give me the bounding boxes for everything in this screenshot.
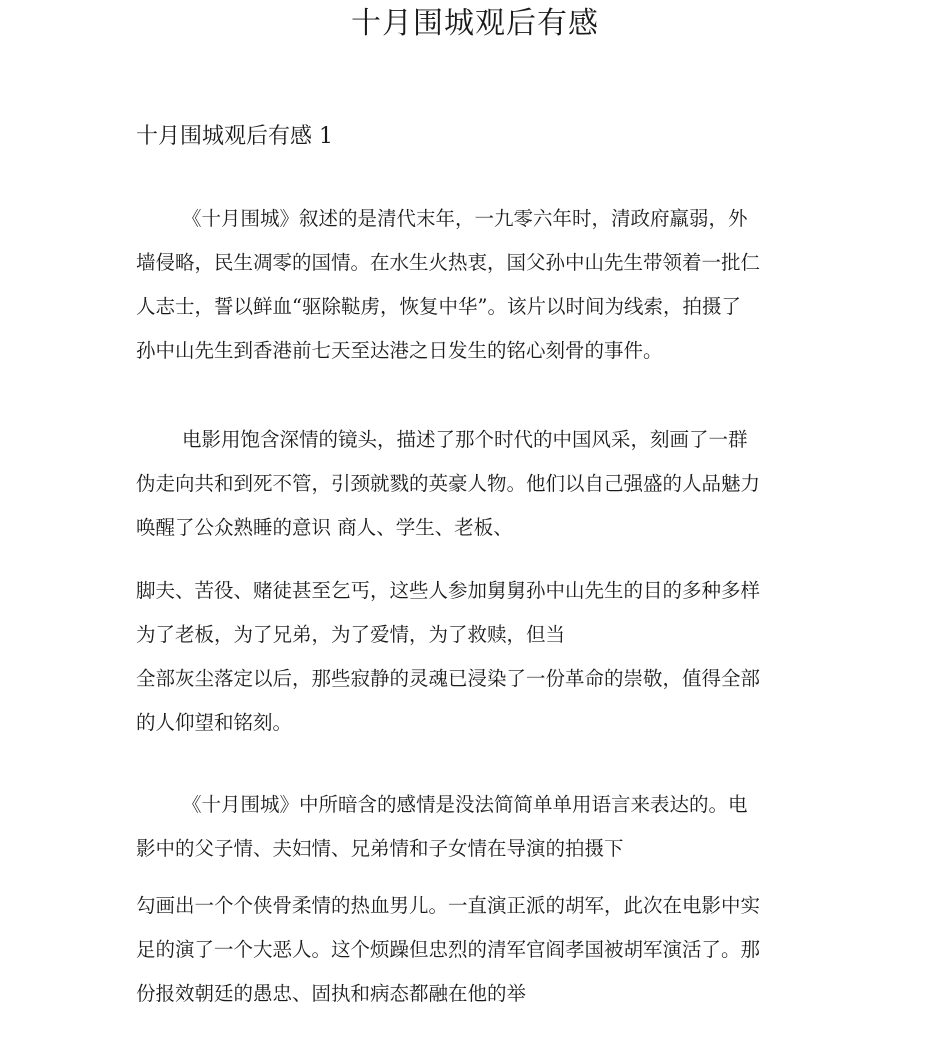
paragraph-line: 墙侵略，民生凋零的国情。在水生火热衷，国父孙中山先生带领着一批仁 [136, 251, 761, 274]
paragraph-line: 勾画出一个个侠骨柔情的热血男儿。一直演正派的胡军，此次在电影中实 [136, 894, 761, 917]
section-heading: 十月围城观后有感 1 [136, 124, 333, 149]
paragraph-line: 人志士，誓以鲜血“驱除鞑虏，恢复中华”。该片以时间为线索，拍摄了 [136, 295, 741, 318]
paragraph-line: 电影用饱含深情的镜头，描述了那个时代的中国风采，刻画了一群 [182, 428, 748, 451]
paragraph-4 [136, 783, 820, 871]
paragraph-line: 伪走向共和到死不管，引颈就戮的英豪人物。他们以自己强盛的人品魅力 [136, 472, 761, 495]
paragraph-5 [136, 884, 820, 1016]
paragraph-line: 《十月围城》中所暗含的感情是没法简简单单用语言来表达的。电 [182, 793, 748, 816]
paragraph-line: 唤醒了公众熟睡的意识 商人、学生、老板、 [136, 516, 513, 539]
paragraph-3 [136, 569, 820, 745]
paragraph-2 [136, 418, 820, 550]
paragraph-line: 为了老板，为了兄弟，为了爱情，为了救赎，但当 [136, 623, 566, 646]
paragraph-line: 《十月围城》叙述的是清代末年，一九零六年时，清政府羸弱，外 [182, 207, 748, 230]
paragraph-line: 份报效朝廷的愚忠、固执和病态都融在他的举 [136, 982, 527, 1005]
paragraph-line: 的人仰望和铭刻。 [136, 711, 293, 734]
paragraph-line: 孙中山先生到香港前七天至达港之日发生的铭心刻骨的事件。 [136, 339, 663, 362]
paragraph-line: 全部灰尘落定以后，那些寂静的灵魂已浸染了一份革命的崇敬，值得全部 [136, 667, 761, 690]
paragraph-line: 影中的父子情、夫妇情、兄弟情和子女情在导演的拍摄下 [136, 837, 624, 860]
paragraph-line: 脚夫、苦役、赌徒甚至乞丐，这些人参加舅舅孙中山先生的目的多种多样 [136, 579, 761, 602]
document-title: 十月围城观后有感 [351, 6, 599, 41]
paragraph-line: 足的演了一个大恶人。这个烦躁但忠烈的清军官阎孝国被胡军演活了。那 [136, 938, 761, 961]
paragraph-1 [136, 197, 820, 373]
